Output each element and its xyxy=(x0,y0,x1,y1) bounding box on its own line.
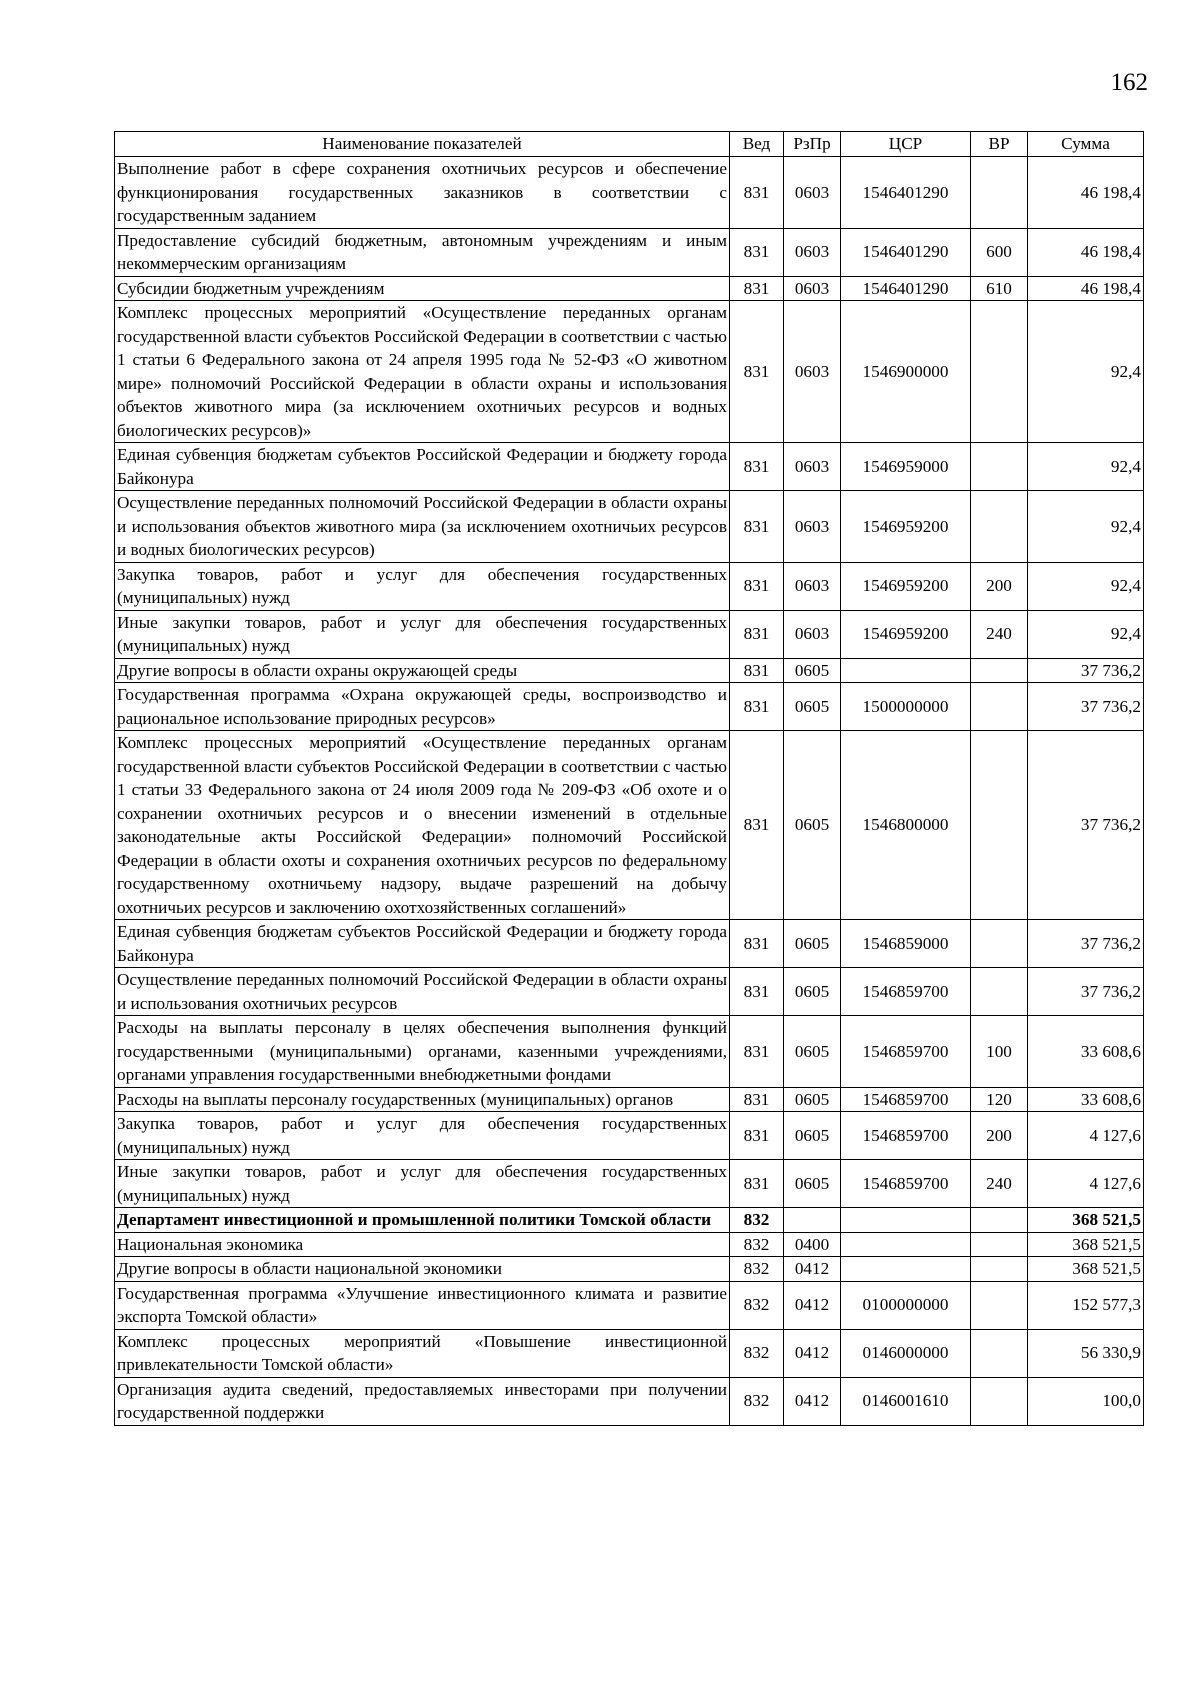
cell-csr: 1546859700 xyxy=(841,1016,971,1088)
cell-rzpr: 0605 xyxy=(784,968,841,1016)
cell-name: Предоставление субсидий бюджетным, автономным учреждениям и иным некоммерческим организациям xyxy=(115,228,730,276)
header-ved: Вед xyxy=(730,132,784,157)
table-row xyxy=(115,491,1144,563)
cell-ved: 831 xyxy=(730,920,784,968)
cell-csr: 1546959200 xyxy=(841,491,971,563)
cell-vr xyxy=(971,683,1028,731)
table-row xyxy=(115,1160,1144,1208)
cell-sum: 46 198,4 xyxy=(1028,276,1144,301)
cell-sum: 37 736,2 xyxy=(1028,658,1144,683)
cell-csr: 1546859700 xyxy=(841,1160,971,1208)
cell-vr: 240 xyxy=(971,1160,1028,1208)
cell-vr xyxy=(971,157,1028,229)
cell-name: Государственная программа «Улучшение инвестиционного климата и развитие экспорта Томской области» xyxy=(115,1281,730,1329)
table-row xyxy=(115,562,1144,610)
cell-name: Государственная программа «Охрана окружающей среды, воспроизводство и рациональное использование природных ресурсов» xyxy=(115,683,730,731)
table-row xyxy=(115,1016,1144,1088)
cell-name: Закупка товаров, работ и услуг для обеспечения государственных (муниципальных) нужд xyxy=(115,1112,730,1160)
cell-ved: 831 xyxy=(730,731,784,920)
header-vr: ВР xyxy=(971,132,1028,157)
cell-rzpr: 0605 xyxy=(784,920,841,968)
header-sum: Сумма xyxy=(1028,132,1144,157)
cell-name: Субсидии бюджетным учреждениям xyxy=(115,276,730,301)
table-row xyxy=(115,658,1144,683)
cell-rzpr: 0412 xyxy=(784,1281,841,1329)
cell-csr: 1546959200 xyxy=(841,562,971,610)
cell-name: Осуществление переданных полномочий Российской Федерации в области охраны и использования объектов животного мира (за исключением охотничьих ресурсов и водных биологических ресурсов) xyxy=(115,491,730,563)
cell-vr xyxy=(971,1208,1028,1233)
cell-name: Расходы на выплаты персоналу государственных (муниципальных) органов xyxy=(115,1087,730,1112)
cell-vr: 100 xyxy=(971,1016,1028,1088)
cell-rzpr: 0603 xyxy=(784,443,841,491)
cell-csr: 1546959200 xyxy=(841,610,971,658)
cell-name: Департамент инвестиционной и промышленной политики Томской области xyxy=(115,1208,730,1233)
cell-sum: 33 608,6 xyxy=(1028,1016,1144,1088)
cell-sum: 100,0 xyxy=(1028,1377,1144,1425)
cell-name: Закупка товаров, работ и услуг для обеспечения государственных (муниципальных) нужд xyxy=(115,562,730,610)
cell-csr: 1546859700 xyxy=(841,1087,971,1112)
cell-name: Выполнение работ в сфере сохранения охотничьих ресурсов и обеспечение функционирования государственных заказников в соответствии с государственным заданием xyxy=(115,157,730,229)
cell-sum: 46 198,4 xyxy=(1028,228,1144,276)
page-number: 162 xyxy=(1110,69,1148,96)
table-row xyxy=(115,1377,1144,1425)
cell-ved: 831 xyxy=(730,610,784,658)
table-row xyxy=(115,1112,1144,1160)
table-row xyxy=(115,276,1144,301)
cell-csr: 0146001610 xyxy=(841,1377,971,1425)
cell-sum: 4 127,6 xyxy=(1028,1112,1144,1160)
cell-ved: 831 xyxy=(730,562,784,610)
cell-name: Комплекс процессных мероприятий «Повышение инвестиционной привлекательности Томской области» xyxy=(115,1329,730,1377)
table-row xyxy=(115,968,1144,1016)
cell-sum: 37 736,2 xyxy=(1028,731,1144,920)
cell-vr xyxy=(971,1257,1028,1282)
cell-rzpr: 0603 xyxy=(784,301,841,443)
cell-ved: 832 xyxy=(730,1281,784,1329)
cell-sum: 46 198,4 xyxy=(1028,157,1144,229)
cell-rzpr: 0605 xyxy=(784,683,841,731)
cell-rzpr: 0605 xyxy=(784,658,841,683)
cell-csr: 1546800000 xyxy=(841,731,971,920)
cell-vr: 240 xyxy=(971,610,1028,658)
cell-ved: 831 xyxy=(730,157,784,229)
cell-rzpr xyxy=(784,1208,841,1233)
table-body xyxy=(115,157,1144,1426)
cell-sum: 37 736,2 xyxy=(1028,968,1144,1016)
cell-ved: 832 xyxy=(730,1208,784,1233)
cell-rzpr: 0603 xyxy=(784,228,841,276)
cell-csr: 1546859000 xyxy=(841,920,971,968)
cell-ved: 831 xyxy=(730,658,784,683)
cell-rzpr: 0603 xyxy=(784,562,841,610)
cell-rzpr: 0605 xyxy=(784,1016,841,1088)
cell-sum: 92,4 xyxy=(1028,562,1144,610)
table-row xyxy=(115,610,1144,658)
cell-ved: 831 xyxy=(730,443,784,491)
cell-csr: 1546859700 xyxy=(841,968,971,1016)
cell-name: Иные закупки товаров, работ и услуг для обеспечения государственных (муниципальных) нужд xyxy=(115,1160,730,1208)
cell-csr xyxy=(841,1257,971,1282)
cell-vr xyxy=(971,968,1028,1016)
cell-csr: 1546401290 xyxy=(841,228,971,276)
cell-ved: 832 xyxy=(730,1377,784,1425)
table-row xyxy=(115,1257,1144,1282)
cell-vr: 600 xyxy=(971,228,1028,276)
cell-ved: 831 xyxy=(730,276,784,301)
cell-sum: 4 127,6 xyxy=(1028,1160,1144,1208)
cell-ved: 832 xyxy=(730,1232,784,1257)
cell-sum: 368 521,5 xyxy=(1028,1232,1144,1257)
cell-vr xyxy=(971,443,1028,491)
cell-csr: 1546959000 xyxy=(841,443,971,491)
cell-vr xyxy=(971,731,1028,920)
cell-vr: 610 xyxy=(971,276,1028,301)
cell-rzpr: 0412 xyxy=(784,1257,841,1282)
cell-vr xyxy=(971,658,1028,683)
cell-rzpr: 0605 xyxy=(784,1112,841,1160)
table-row xyxy=(115,443,1144,491)
cell-ved: 831 xyxy=(730,968,784,1016)
cell-ved: 831 xyxy=(730,301,784,443)
cell-csr: 1546900000 xyxy=(841,301,971,443)
cell-vr xyxy=(971,1232,1028,1257)
cell-ved: 831 xyxy=(730,1016,784,1088)
cell-ved: 831 xyxy=(730,491,784,563)
cell-vr: 200 xyxy=(971,562,1028,610)
cell-name: Иные закупки товаров, работ и услуг для обеспечения государственных (муниципальных) нужд xyxy=(115,610,730,658)
cell-rzpr: 0412 xyxy=(784,1377,841,1425)
cell-sum: 92,4 xyxy=(1028,491,1144,563)
table-row xyxy=(115,683,1144,731)
cell-vr xyxy=(971,1329,1028,1377)
cell-sum: 37 736,2 xyxy=(1028,920,1144,968)
cell-ved: 832 xyxy=(730,1257,784,1282)
cell-name: Другие вопросы в области национальной экономики xyxy=(115,1257,730,1282)
cell-csr: 1500000000 xyxy=(841,683,971,731)
cell-name: Комплекс процессных мероприятий «Осуществление переданных органам государственной власти субъектов Российской Федерации в соответствии с частью 1 статьи 33 Федерального закона от 24 июля 2009 года № 209-ФЗ «Об охоте и о сохранении охотничьих ресурсов и о внесении изменений в отдельные законодательные акты Российской Федерации» полномочий Российской Федерации в области охоты и сохранения охотничьих ресурсов по федеральному государственному охотничьему надзору, выдаче разрешений на добычу охотничьих ресурсов и заключению охотхозяйственных соглашений» xyxy=(115,731,730,920)
cell-rzpr: 0605 xyxy=(784,731,841,920)
cell-rzpr: 0603 xyxy=(784,276,841,301)
cell-csr xyxy=(841,1232,971,1257)
cell-ved: 831 xyxy=(730,1160,784,1208)
cell-sum: 37 736,2 xyxy=(1028,683,1144,731)
cell-sum: 33 608,6 xyxy=(1028,1087,1144,1112)
cell-rzpr: 0412 xyxy=(784,1329,841,1377)
table-header-row xyxy=(115,132,1144,157)
cell-ved: 831 xyxy=(730,228,784,276)
table-row xyxy=(115,301,1144,443)
cell-sum: 92,4 xyxy=(1028,610,1144,658)
cell-vr xyxy=(971,1281,1028,1329)
cell-sum: 368 521,5 xyxy=(1028,1208,1144,1233)
cell-vr xyxy=(971,491,1028,563)
table-row xyxy=(115,1087,1144,1112)
cell-sum: 56 330,9 xyxy=(1028,1329,1144,1377)
table-row xyxy=(115,1232,1144,1257)
cell-rzpr: 0605 xyxy=(784,1087,841,1112)
cell-rzpr: 0603 xyxy=(784,610,841,658)
cell-name: Другие вопросы в области охраны окружающей среды xyxy=(115,658,730,683)
cell-name: Единая субвенция бюджетам субъектов Российской Федерации и бюджету города Байконура xyxy=(115,920,730,968)
cell-name: Осуществление переданных полномочий Российской Федерации в области охраны и использования охотничьих ресурсов xyxy=(115,968,730,1016)
cell-vr xyxy=(971,301,1028,443)
cell-rzpr: 0605 xyxy=(784,1160,841,1208)
cell-vr xyxy=(971,920,1028,968)
cell-vr xyxy=(971,1377,1028,1425)
cell-ved: 831 xyxy=(730,1112,784,1160)
cell-csr xyxy=(841,658,971,683)
cell-ved: 831 xyxy=(730,1087,784,1112)
cell-vr: 200 xyxy=(971,1112,1028,1160)
cell-sum: 152 577,3 xyxy=(1028,1281,1144,1329)
table-row xyxy=(115,731,1144,920)
cell-csr xyxy=(841,1208,971,1233)
cell-name: Расходы на выплаты персоналу в целях обеспечения выполнения функций государственными (муниципальными) органами, казенными учреждениями, органами управления государственными внебюджетными фондами xyxy=(115,1016,730,1088)
header-rzpr: РзПр xyxy=(784,132,841,157)
cell-ved: 831 xyxy=(730,683,784,731)
cell-name: Единая субвенция бюджетам субъектов Российской Федерации и бюджету города Байконура xyxy=(115,443,730,491)
cell-csr: 0100000000 xyxy=(841,1281,971,1329)
cell-csr: 1546401290 xyxy=(841,276,971,301)
table-row xyxy=(115,920,1144,968)
cell-csr: 1546401290 xyxy=(841,157,971,229)
cell-csr: 1546859700 xyxy=(841,1112,971,1160)
cell-rzpr: 0400 xyxy=(784,1232,841,1257)
cell-rzpr: 0603 xyxy=(784,491,841,563)
cell-name: Организация аудита сведений, предоставляемых инвесторами при получении государственной поддержки xyxy=(115,1377,730,1425)
table-row xyxy=(115,1281,1144,1329)
table-row xyxy=(115,1329,1144,1377)
budget-table xyxy=(114,131,1144,1426)
cell-sum: 368 521,5 xyxy=(1028,1257,1144,1282)
cell-sum: 92,4 xyxy=(1028,443,1144,491)
table-row xyxy=(115,157,1144,229)
table-row xyxy=(115,228,1144,276)
header-csr: ЦСР xyxy=(841,132,971,157)
cell-csr: 0146000000 xyxy=(841,1329,971,1377)
cell-vr: 120 xyxy=(971,1087,1028,1112)
cell-sum: 92,4 xyxy=(1028,301,1144,443)
table-row xyxy=(115,1208,1144,1233)
cell-name: Комплекс процессных мероприятий «Осуществление переданных органам государственной власти субъектов Российской Федерации в соответствии с частью 1 статьи 6 Федерального закона от 24 апреля 1995 года № 52-ФЗ «О животном мире» полномочий Российской Федерации в области охраны и использования объектов животного мира (за исключением охотничьих ресурсов и водных биологических ресурсов)» xyxy=(115,301,730,443)
cell-ved: 832 xyxy=(730,1329,784,1377)
cell-name: Национальная экономика xyxy=(115,1232,730,1257)
header-name: Наименование показателей xyxy=(115,132,730,157)
cell-rzpr: 0603 xyxy=(784,157,841,229)
